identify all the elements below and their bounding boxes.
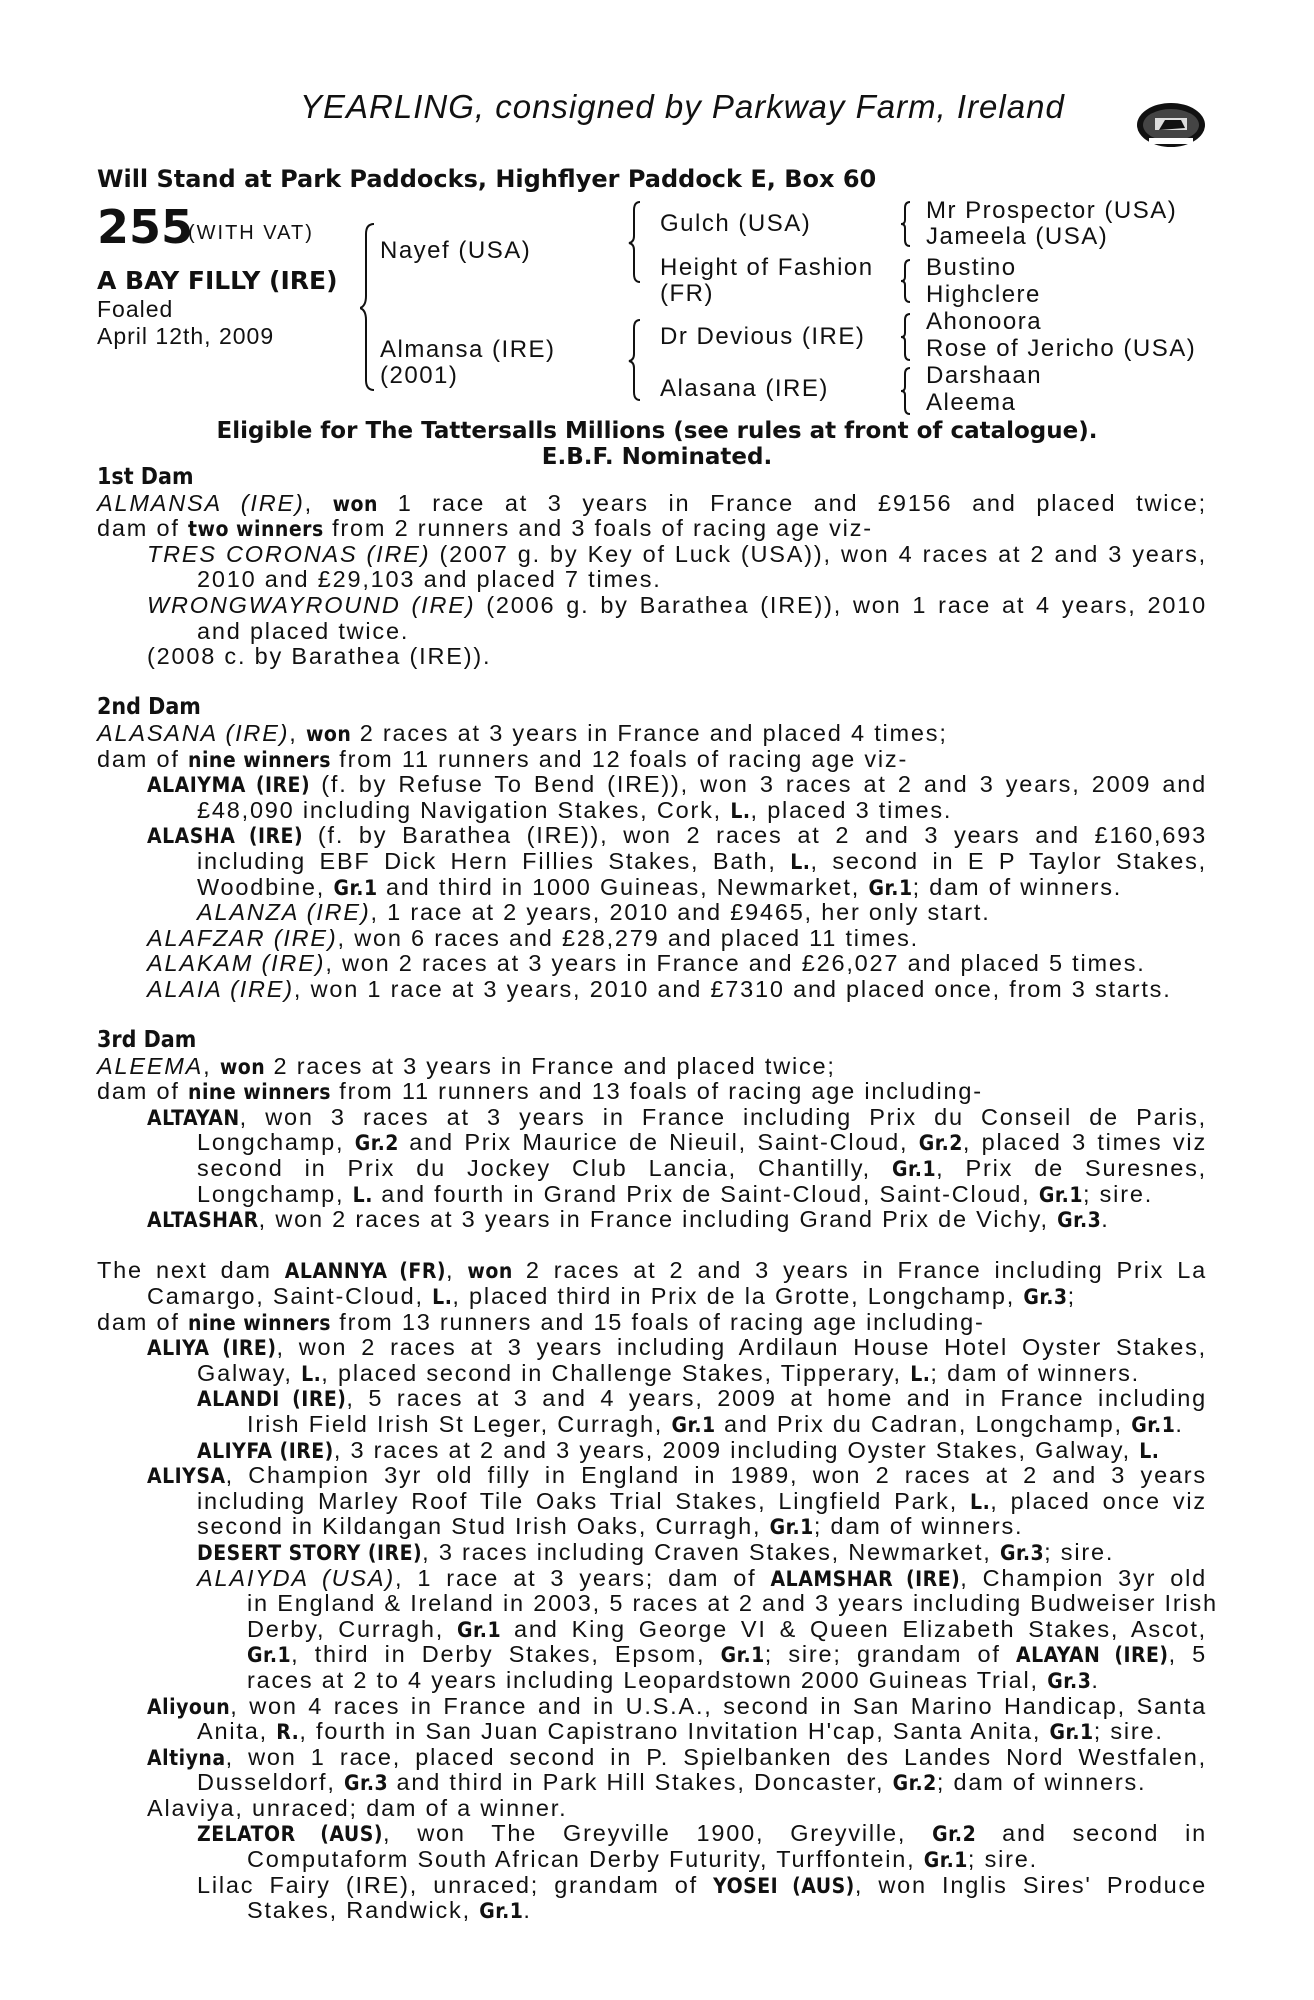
pedigree-sds: Bustino — [926, 254, 1017, 281]
pedigree-dam-sire: Dr Devious (IRE) — [660, 323, 866, 350]
dam-line: dam of nine winners from 11 runners and 13 foals of racing age including- — [97, 1078, 983, 1105]
next-dam-line: dam of nine winners from 13 runners and 15 foals of racing age including- — [97, 1308, 985, 1335]
produce-line: £48,090 including Navigation Stakes, Cork, L., placed 3 times. — [197, 796, 953, 823]
pedigree-dsd: Rose of Jericho (USA) — [926, 335, 1197, 362]
produce-line: (2008 c. by Barathea (IRE)). — [147, 643, 492, 670]
foaled-date: April 12th, 2009 — [97, 323, 275, 349]
section-1st-dam: 1st Dam — [97, 464, 194, 490]
section-2nd-dam: 2nd Dam — [97, 694, 201, 721]
dam-line: ALEEMA, won 2 races at 3 years in France and placed twice; — [97, 1052, 836, 1079]
pedigree-sire-dam-line1: Height of Fashion — [660, 254, 874, 281]
produce-line: Longchamp, L. and fourth in Grand Prix de Saint-Cloud, Saint-Cloud, Gr.1; sire. — [197, 1180, 1154, 1207]
produce-line: ALAIA (IRE), won 1 race at 3 years, 2010 and £7310 and placed once, from 3 starts. — [147, 975, 1172, 1002]
produce-line: Alaviya, unraced; dam of a winner. — [147, 1794, 568, 1821]
produce-line: Altiyna, won 1 race, placed second in P. Spielbanken des Landes Nord Westfalen, — [147, 1743, 1207, 1770]
produce-line: Woodbine, Gr.1 and third in 1000 Guineas, Newmarket, Gr.1; dam of winners. — [197, 873, 1123, 900]
next-dam-line: The next dam ALANNYA (FR), won 2 races at 2 and 3 years in France including Prix La — [97, 1257, 1207, 1284]
pedigree-notes — [97, 464, 1218, 1924]
produce-line: Derby, Curragh, Gr.1 and King George VI & Queen Elizabeth Stakes, Ascot, — [247, 1615, 1207, 1642]
dam-line: ALASANA (IRE), won 2 races at 3 years in France and placed 4 times; — [97, 719, 948, 746]
ebf-note: E.B.F. Nominated. — [541, 444, 773, 470]
produce-line: second in Prix du Jockey Club Lancia, Chantilly, Gr.1, Prix de Suresnes, — [197, 1155, 1207, 1182]
pedigree-brace-ss — [900, 200, 914, 248]
millions-eligibility: Eligible for The Tattersalls Millions (see rules at front of catalogue). — [216, 418, 1098, 444]
produce-line: ALAFZAR (IRE), won 6 races and £28,279 and placed 11 times. — [147, 924, 919, 951]
next-dam-line: Camargo, Saint-Cloud, L., placed third in Prix de la Grotte, Longchamp, Gr.3; — [147, 1283, 1076, 1309]
produce-line: ALIYFA (IRE), 3 races at 2 and 3 years, 2009 including Oyster Stakes, Galway, L. — [197, 1436, 1160, 1463]
produce-line: Dusseldorf, Gr.3 and third in Park Hill Stakes, Doncaster, Gr.2; dam of winners. — [197, 1769, 1147, 1796]
produce-line: ALIYSA, Champion 3yr old filly in England in 1989, won 2 races at 2 and 3 years — [147, 1462, 1207, 1489]
pedigree-brace-main — [360, 222, 380, 392]
dam-line: ALMANSA (IRE), won 1 race at 3 years in France and £9156 and placed twice; — [97, 489, 1207, 516]
pedigree-ddd: Aleema — [926, 389, 1017, 416]
produce-line: second in Kildangan Stud Irish Oaks, Curragh, Gr.1; dam of winners. — [197, 1513, 1024, 1540]
produce-line: ALAKAM (IRE), won 2 races at 3 years in France and £26,027 and placed 5 times. — [147, 950, 1146, 977]
produce-line: Irish Field Irish St Leger, Curragh, Gr.1 and Prix du Cadran, Longchamp, Gr.1. — [247, 1410, 1184, 1437]
pedigree-dam — [380, 337, 556, 389]
produce-line: ALAIYMA (IRE) (f. by Refuse To Bend (IRE)), won 3 races at 2 and 3 years, 2009 and — [147, 771, 1207, 798]
produce-line: Lilac Fairy (IRE), unraced; grandam of YOSEI (AUS), won Inglis Sires' Produce — [197, 1871, 1207, 1898]
produce-line: 2010 and £29,103 and placed 7 times. — [197, 566, 662, 593]
dam-line: dam of nine winners from 11 runners and 12 foals of racing age viz- — [97, 745, 909, 772]
dam-line: dam of two winners from 2 runners and 3 foals of racing age viz- — [97, 515, 873, 542]
pedigree-brace-ds — [900, 312, 914, 362]
produce-line: Aliyoun, won 4 races in France and in U.S.A., second in San Marino Handicap, Santa — [147, 1692, 1207, 1719]
produce-line: Computaform South African Derby Futurity, Turffontein, Gr.1; sire. — [247, 1846, 1038, 1873]
horse-description: A BAY FILLY (IRE) — [97, 266, 338, 295]
produce-line: ALANZA (IRE), 1 race at 2 years, 2010 and £9465, her only start. — [197, 899, 991, 926]
produce-line: Anita, R., fourth in San Juan Capistrano Invitation H'cap, Santa Anita, Gr.1; sire. — [197, 1718, 1164, 1745]
produce-line: Galway, L., placed second in Challenge Stakes, Tipperary, L.; dam of winners. — [197, 1359, 1140, 1386]
produce-line: ALTASHAR, won 2 races at 3 years in France including Grand Prix de Vichy, Gr.3. — [147, 1206, 1110, 1233]
produce-line: ALASHA (IRE) (f. by Barathea (IRE)), won 2 races at 2 and 3 years and £160,693 — [147, 822, 1207, 849]
produce-line: including EBF Dick Hern Fillies Stakes, Bath, L., second in E P Taylor Stakes, — [197, 847, 1207, 874]
produce-line: Gr.1, third in Derby Stakes, Epsom, Gr.1; sire; grandam of ALAYAN (IRE), 5 — [247, 1641, 1208, 1668]
produce-line: TRES CORONAS (IRE) (2007 g. by Key of Luck (USA)), won 4 races at 2 and 3 years, — [147, 540, 1208, 567]
produce-line: ALTAYAN, won 3 races at 3 years in France including Prix du Conseil de Paris, — [147, 1103, 1207, 1130]
pedigree-sire-sire: Gulch (USA) — [660, 210, 812, 237]
produce-line: races at 2 to 4 years including Leopardstown 2000 Guineas Trial, Gr.3. — [247, 1666, 1100, 1693]
pedigree-sire: Nayef (USA) — [380, 237, 532, 264]
produce-line: WRONGWAYROUND (IRE) (2006 g. by Barathea (IRE)), won 1 race at 4 years, 2010 — [147, 591, 1207, 618]
pedigree-dam-dam: Alasana (IRE) — [660, 375, 829, 402]
produce-line: and placed twice. — [197, 617, 410, 644]
pedigree-dss: Ahonoora — [926, 308, 1043, 335]
pedigree-dam-year: (2001) — [380, 362, 459, 389]
pedigree-sdd: Highclere — [926, 281, 1041, 308]
produce-line: ALANDI (IRE), 5 races at 3 and 4 years, 2009 at home and in France including — [197, 1385, 1208, 1412]
produce-line: including Marley Roof Tile Oaks Trial Stakes, Lingfield Park, L., placed once viz — [197, 1487, 1207, 1514]
section-3rd-dam: 3rd Dam — [97, 1027, 197, 1054]
pedigree-ssd: Jameela (USA) — [926, 223, 1109, 250]
lot-number: 255 — [97, 200, 194, 254]
yearling-bonus-badge-icon — [1135, 100, 1207, 150]
stand-location: Will Stand at Park Paddocks, Highflyer Paddock E, Box 60 — [97, 165, 877, 193]
produce-line: Longchamp, Gr.2 and Prix Maurice de Nieuil, Saint-Cloud, Gr.2, placed 3 times viz — [197, 1129, 1208, 1156]
pedigree-sire-dam-line2: (FR) — [660, 280, 714, 307]
pedigree-sss: Mr Prospector (USA) — [926, 197, 1178, 224]
produce-line: ZELATOR (AUS), won The Greyville 1900, Greyville, Gr.2 and second in — [197, 1820, 1207, 1847]
pedigree-sire-dam — [660, 255, 874, 307]
pedigree-dds: Darshaan — [926, 362, 1043, 389]
pedigree-brace-sire — [628, 200, 644, 284]
page-header: YEARLING, consigned by Parkway Farm, Ireland — [300, 88, 1065, 125]
vat-note: (WITH VAT) — [188, 222, 314, 244]
produce-line: DESERT STORY (IRE), 3 races including Craven Stakes, Newmarket, Gr.3; sire. — [197, 1538, 1115, 1565]
foaled-info — [97, 296, 274, 350]
pedigree-brace-sd — [900, 258, 914, 304]
produce-line: ALIYA (IRE), won 2 races at 3 years including Ardilaun House Hotel Oyster Stakes, — [147, 1334, 1207, 1361]
produce-line: in England & Ireland in 2003, 5 races at 2 and 3 years including Budweiser Irish — [247, 1590, 1218, 1617]
pedigree-dam-name: Almansa (IRE) — [380, 336, 556, 363]
foaled-label: Foaled — [97, 296, 174, 322]
produce-line: Stakes, Randwick, Gr.1. — [247, 1897, 532, 1924]
pedigree-brace-dam — [628, 318, 644, 402]
pedigree-brace-dd — [900, 366, 914, 416]
produce-line: ALAIYDA (USA), 1 race at 3 years; dam of ALAMSHAR (IRE), Champion 3yr old — [197, 1564, 1208, 1591]
